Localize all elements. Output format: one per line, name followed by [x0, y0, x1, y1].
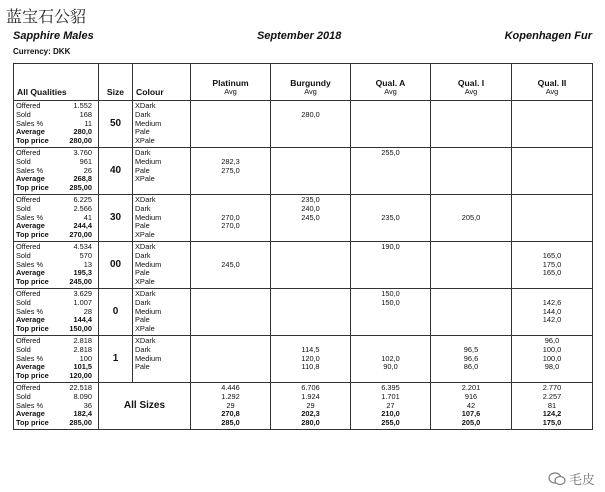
- stat-label: Offered: [16, 101, 41, 110]
- grade-cell: [512, 194, 593, 241]
- colour-name: Medium: [135, 353, 162, 363]
- grade-cell: [191, 335, 271, 382]
- grade-value: 142,0: [542, 315, 562, 325]
- grade-cell: [431, 382, 512, 429]
- grade-value: 210,0: [381, 409, 400, 419]
- stat-label: Sold: [16, 203, 31, 213]
- colour-name: Dark: [135, 147, 151, 157]
- stat-label: Average: [16, 268, 45, 278]
- grade-value: 96,0: [544, 335, 560, 345]
- grade-value: [351, 137, 430, 146]
- grade-value: [351, 372, 430, 381]
- colour-cell: [133, 147, 191, 194]
- grade-value: 4.446: [221, 382, 240, 392]
- price-sheet: [13, 30, 592, 430]
- grade-value: 114,5: [301, 344, 320, 354]
- stat-value: 195,3: [73, 268, 92, 278]
- grade-value: 107,6: [461, 409, 481, 419]
- grade-value: 175,0: [542, 259, 562, 269]
- grade-value: 102,0: [381, 353, 400, 363]
- colour-cell: [133, 288, 191, 335]
- grade-value: 255,0: [381, 418, 400, 428]
- colour-name: Dark: [135, 203, 151, 213]
- stat-label: Top price: [16, 277, 49, 287]
- colour-cell: [133, 335, 191, 382]
- grade-value: 1.701: [381, 391, 400, 401]
- grade-cell: [351, 147, 431, 194]
- stats-cell: [14, 241, 99, 288]
- grade-cell: [271, 194, 351, 241]
- stats-cell: [14, 335, 99, 382]
- colour-name: Dark: [135, 297, 151, 307]
- report-header: [13, 30, 592, 46]
- grade-cell: [191, 241, 271, 288]
- stats-block: [14, 336, 98, 382]
- colour-name: Dark: [135, 344, 151, 354]
- stat-value: 11: [84, 118, 92, 128]
- stat-label: Sold: [16, 109, 31, 119]
- stat-value: 41: [83, 212, 92, 222]
- grade-cell: [431, 241, 512, 288]
- grade-cell: [512, 147, 593, 194]
- grade-cell: [431, 335, 512, 382]
- colour-name: XPale: [135, 277, 155, 287]
- grade-value: [431, 137, 511, 146]
- grade-cell: [351, 101, 431, 148]
- grade-header: Platinum Avg: [191, 64, 271, 101]
- grade-value: [351, 184, 430, 193]
- table-row: [14, 147, 593, 194]
- grade-value: 90,0: [383, 362, 398, 372]
- grade-cell: [191, 194, 271, 241]
- grade-value: [512, 278, 592, 287]
- grade-value: 42: [466, 400, 476, 410]
- colour-name: XDark: [135, 241, 156, 251]
- grade-value: [431, 372, 511, 381]
- stat-label: Top price: [16, 136, 49, 146]
- grade-value: 270,0: [221, 212, 240, 222]
- table-row: [14, 194, 593, 241]
- grade-value: 245,0: [301, 212, 320, 222]
- stat-value: 285,00: [69, 183, 92, 193]
- stat-label: Top price: [16, 418, 49, 428]
- colour-header: Colour: [133, 64, 191, 101]
- stat-label: Offered: [16, 241, 41, 251]
- grade-cell: [351, 335, 431, 382]
- stat-value: 268,8: [73, 174, 92, 184]
- grade-value: 165,0: [542, 250, 562, 260]
- stat-value: 168: [79, 109, 92, 119]
- grade-value: [191, 184, 270, 193]
- grade-cell: [271, 147, 351, 194]
- stat-value: 3.760: [73, 147, 92, 157]
- grade-cell: [271, 288, 351, 335]
- stat-label: Offered: [16, 335, 41, 345]
- grade-value: 96,5: [463, 344, 479, 354]
- price-table: [13, 63, 593, 430]
- grade-cell: [191, 288, 271, 335]
- colour-name: Pale: [135, 362, 150, 372]
- grade-value: 285,0: [221, 418, 240, 428]
- auction-date: September 2018: [256, 30, 342, 42]
- stat-value: 150,00: [69, 324, 92, 334]
- stat-label: Average: [16, 409, 45, 419]
- grade-cell: [431, 101, 512, 148]
- size-cell: 30: [99, 194, 133, 241]
- colour-name: XDark: [135, 335, 156, 345]
- grade-value: 6.395: [381, 382, 400, 392]
- grade-cell: [512, 335, 593, 382]
- colour-name: Pale: [135, 221, 150, 231]
- colour-name: XDark: [135, 194, 156, 204]
- grade-value: 175,0: [542, 418, 562, 428]
- grade-value: 205,0: [461, 418, 481, 428]
- stat-label: Sales %: [16, 118, 44, 128]
- grade-value: [512, 231, 592, 240]
- colour-cell: [133, 241, 191, 288]
- colour-name: Pale: [135, 268, 150, 278]
- stat-value: 244,4: [73, 221, 92, 231]
- stat-value: 120,00: [69, 371, 92, 381]
- grade-cell: [271, 101, 351, 148]
- stat-value: 245,00: [69, 277, 92, 287]
- grade-cell: [512, 382, 593, 429]
- stat-label: Offered: [16, 288, 41, 298]
- stat-label: Top price: [16, 324, 49, 334]
- colour-name: Pale: [135, 165, 150, 175]
- stat-label: Sold: [16, 156, 31, 166]
- stat-value: 100: [79, 353, 92, 363]
- colour-name: Medium: [135, 118, 162, 128]
- stat-label: Average: [16, 221, 45, 231]
- stat-value: 961: [79, 156, 92, 166]
- grade-cell: [271, 335, 351, 382]
- stat-value: 280,0: [73, 127, 92, 137]
- grade-value: 86,0: [463, 362, 479, 372]
- stat-label: Sales %: [16, 259, 44, 269]
- grade-header: Qual. A Avg: [351, 64, 431, 101]
- colour-name: XPale: [135, 174, 155, 184]
- colour-name: Medium: [135, 259, 162, 269]
- grade-value: [431, 231, 511, 240]
- grade-value: 282,3: [221, 156, 240, 166]
- grade-value: 29: [306, 400, 315, 410]
- table-row: [14, 288, 593, 335]
- grade-cell: [191, 382, 271, 429]
- stat-label: Average: [16, 174, 45, 184]
- watermark: [548, 469, 595, 488]
- grade-value: [431, 278, 511, 287]
- colour-name: Pale: [135, 315, 150, 325]
- watermark-text: 毛皮: [568, 472, 595, 487]
- grade-cell: [351, 241, 431, 288]
- stat-value: 3.629: [73, 288, 92, 298]
- size-cell: 50: [99, 101, 133, 148]
- grade-value: 270,8: [221, 409, 240, 419]
- grade-value: [431, 184, 511, 193]
- stat-value: 1.007: [73, 297, 92, 307]
- grade-value: 202,3: [301, 409, 320, 419]
- grade-cell: [431, 147, 512, 194]
- stat-label: Average: [16, 315, 45, 325]
- grade-value: [351, 231, 430, 240]
- grade-value: 150,0: [381, 288, 400, 298]
- grade-value: [271, 231, 350, 240]
- stat-value: 2.818: [73, 344, 92, 354]
- stats-block: [14, 242, 98, 288]
- grade-value: 240,0: [301, 203, 320, 213]
- stat-value: 8.090: [73, 391, 92, 401]
- table-row: [14, 101, 593, 148]
- colour-name: XDark: [135, 288, 156, 298]
- grade-cell: [351, 194, 431, 241]
- colour-name: Medium: [135, 212, 162, 222]
- stat-label: Top price: [16, 230, 49, 240]
- grade-value: 27: [386, 400, 395, 410]
- grade-value: 280,0: [301, 109, 320, 119]
- grade-value: 190,0: [381, 241, 400, 251]
- grade-value: 255,0: [381, 147, 400, 157]
- stats-cell: [14, 194, 99, 241]
- colour-name: Medium: [135, 306, 162, 316]
- grade-value: 96,6: [463, 353, 479, 363]
- grade-value: [191, 372, 270, 381]
- page-title: 蓝宝石公貂: [6, 9, 87, 26]
- stats-cell: [14, 101, 99, 148]
- grade-value: [431, 325, 511, 334]
- colour-name: XPale: [135, 324, 155, 334]
- stat-value: 6.225: [73, 194, 92, 204]
- grade-value: [512, 137, 592, 146]
- stat-label: Top price: [16, 183, 49, 193]
- size-header: Size: [99, 64, 133, 101]
- stat-value: 2.566: [73, 203, 92, 213]
- grade-header: Qual. II Avg: [512, 64, 593, 101]
- stats-block: [14, 148, 98, 194]
- colour-name: Dark: [135, 250, 151, 260]
- grade-cell: [191, 147, 271, 194]
- grade-value: [191, 231, 270, 240]
- grade-value: [351, 278, 430, 287]
- grade-cell: [351, 382, 431, 429]
- size-cell: 40: [99, 147, 133, 194]
- grade-value: 100,0: [542, 344, 562, 354]
- grade-value: [351, 325, 430, 334]
- stat-value: 182,4: [73, 409, 92, 419]
- stat-label: Offered: [16, 194, 41, 204]
- table-header-row: [14, 64, 593, 101]
- stat-label: Average: [16, 127, 45, 137]
- stat-value: 280,00: [69, 136, 92, 146]
- colour-name: XDark: [135, 101, 156, 110]
- grade-value: [512, 325, 592, 334]
- grade-cell: [431, 194, 512, 241]
- totals-row: [14, 382, 593, 429]
- colour-cell: [133, 101, 191, 148]
- grade-value: 144,0: [542, 306, 562, 316]
- product-name: Sapphire Males: [13, 30, 94, 42]
- stat-label: Sold: [16, 344, 31, 354]
- grade-value: [191, 137, 270, 146]
- grade-value: [271, 325, 350, 334]
- grade-value: 81: [547, 400, 557, 410]
- colour-cell: [133, 194, 191, 241]
- table-row: [14, 335, 593, 382]
- grade-value: 916: [464, 391, 478, 401]
- grade-value: 98,0: [544, 362, 560, 372]
- size-cell: 00: [99, 241, 133, 288]
- grade-value: 275,0: [221, 165, 240, 175]
- stat-value: 570: [79, 250, 92, 260]
- stat-value: 28: [83, 306, 92, 316]
- grade-value: 165,0: [542, 268, 562, 278]
- grade-value: 280,0: [301, 418, 320, 428]
- stat-label: Sales %: [16, 306, 44, 316]
- grade-value: 270,0: [221, 221, 240, 231]
- stat-label: Offered: [16, 147, 41, 157]
- grade-cell: [431, 288, 512, 335]
- stats-cell: [14, 147, 99, 194]
- grade-cell: [512, 288, 593, 335]
- grade-value: [271, 184, 350, 193]
- grade-value: [512, 372, 592, 381]
- grade-value: 235,0: [301, 194, 320, 204]
- stat-label: Average: [16, 362, 45, 372]
- grade-cell: [351, 288, 431, 335]
- grade-value: 100,0: [542, 353, 562, 363]
- grade-value: 120,0: [301, 353, 320, 363]
- stats-block: [14, 289, 98, 335]
- stats-cell: [14, 288, 99, 335]
- stat-label: Top price: [16, 371, 49, 381]
- grade-value: [512, 184, 592, 193]
- grade-header: Qual. I Avg: [431, 64, 512, 101]
- grade-value: [271, 372, 350, 381]
- stat-label: Sold: [16, 391, 31, 401]
- stat-value: 2.818: [73, 335, 92, 345]
- stats-cell: [14, 382, 99, 429]
- stat-label: Sales %: [16, 165, 44, 175]
- stats-block: [14, 101, 98, 147]
- stat-value: 101,5: [73, 362, 92, 372]
- grade-value: 110,8: [301, 362, 320, 372]
- grade-cell: [512, 241, 593, 288]
- size-cell: 1: [99, 335, 133, 382]
- size-cell: 0: [99, 288, 133, 335]
- grade-value: 150,0: [381, 297, 400, 307]
- grade-cell: [271, 382, 351, 429]
- wechat-icon: [548, 472, 566, 486]
- colour-name: Pale: [135, 127, 150, 137]
- grade-value: 245,0: [221, 259, 240, 269]
- stat-label: Sold: [16, 297, 31, 307]
- stat-value: 1.552: [73, 101, 92, 110]
- grade-value: 2.770: [542, 382, 562, 392]
- grade-header: Burgundy Avg: [271, 64, 351, 101]
- stat-value: 144,4: [73, 315, 92, 325]
- colour-name: Dark: [135, 109, 151, 119]
- stat-label: Sold: [16, 250, 31, 260]
- colour-name: [135, 372, 188, 381]
- grade-value: 142,6: [542, 297, 562, 307]
- stat-value: 13: [83, 259, 92, 269]
- grade-value: 1.292: [221, 391, 240, 401]
- stats-block: [14, 195, 98, 241]
- stat-label: Offered: [16, 382, 41, 392]
- table-row: [14, 241, 593, 288]
- stats-block: [14, 383, 98, 429]
- colour-name: Medium: [135, 156, 162, 166]
- grade-value: 205,0: [461, 212, 481, 222]
- grade-cell: [191, 101, 271, 148]
- grade-cell: [512, 101, 593, 148]
- grade-cell: [271, 241, 351, 288]
- stat-value: 4.534: [73, 241, 92, 251]
- grade-value: [191, 325, 270, 334]
- colour-name: XPale: [135, 136, 155, 146]
- currency-label: Currency: DKK: [13, 47, 71, 56]
- stat-label: Sales %: [16, 212, 44, 222]
- grade-value: 2.201: [461, 382, 481, 392]
- grade-value: 124,2: [542, 409, 562, 419]
- stat-value: 26: [83, 165, 92, 175]
- grade-value: 235,0: [381, 212, 400, 222]
- stat-value: 22.518: [69, 382, 92, 392]
- colour-name: XPale: [135, 230, 155, 240]
- stat-value: 36: [83, 400, 92, 410]
- grade-value: 6.706: [301, 382, 320, 392]
- stat-value: 270,00: [69, 230, 92, 240]
- grade-value: 29: [226, 400, 235, 410]
- stat-label: Sales %: [16, 353, 44, 363]
- all-sizes-label: All Sizes: [99, 382, 191, 429]
- grade-value: [271, 137, 350, 146]
- grade-value: [271, 278, 350, 287]
- all-qualities-header: All Qualities: [14, 64, 99, 101]
- grade-value: 2.257: [542, 391, 562, 401]
- colour-name: [135, 184, 188, 193]
- grade-value: 1.924: [301, 391, 320, 401]
- stat-value: 285,00: [69, 418, 92, 428]
- stat-label: Sales %: [16, 400, 44, 410]
- grade-value: [191, 278, 270, 287]
- auction-house: Kopenhagen Fur: [504, 30, 592, 42]
